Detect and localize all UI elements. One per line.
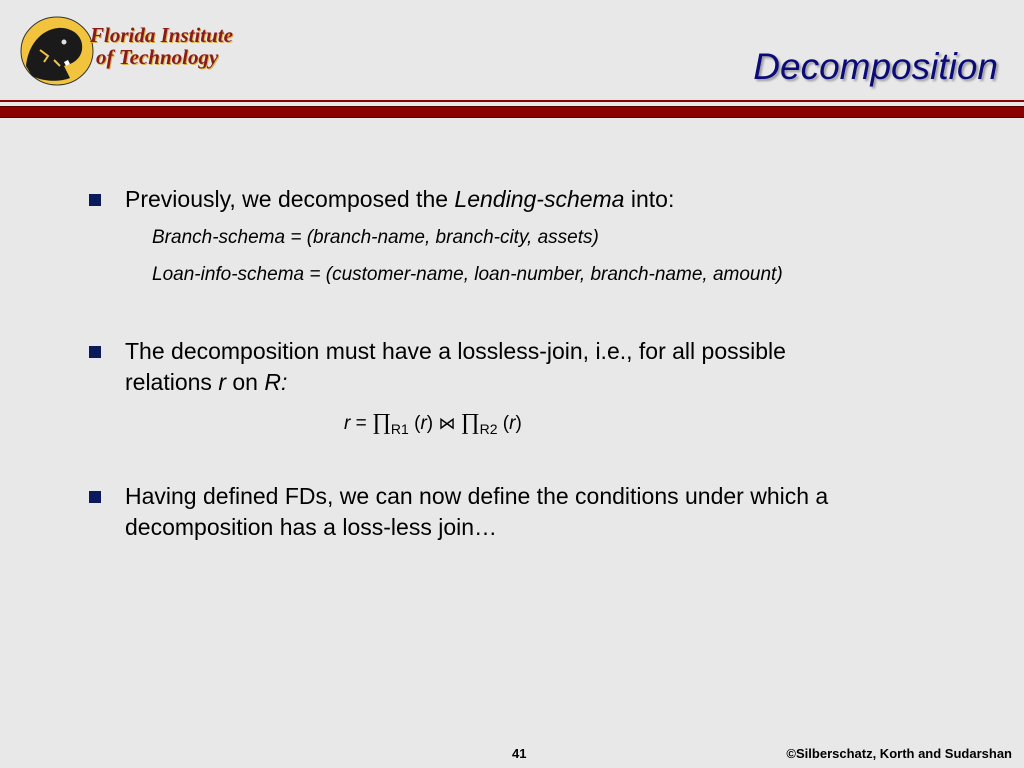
bullet-2-line-1: The decomposition must have a lossless-join, i.e., for all possible <box>125 338 786 364</box>
bullet-square-icon <box>89 491 101 503</box>
bullet-3-line-1: Having defined FDs, we can now define the conditions under which a <box>125 483 829 509</box>
bullet-square-icon <box>89 346 101 358</box>
schema-line-1: Branch-schema = (branch-name, branch-city, assets) <box>152 227 599 248</box>
projection-symbol: ∏ <box>460 409 480 434</box>
bullet-1-suffix: into: <box>624 186 675 212</box>
header-rule-thick <box>0 106 1024 118</box>
natural-join-icon: ⋈ <box>438 414 456 434</box>
bullet-1-prefix: Previously, we decomposed the <box>125 186 455 212</box>
lossless-join-formula <box>344 409 522 437</box>
bullet-2-r: r <box>218 369 226 395</box>
formula-paren: ) <box>515 413 522 434</box>
institution-logo <box>20 16 260 90</box>
formula-paren: ) <box>426 413 434 434</box>
bullet-square-icon <box>89 194 101 206</box>
formula-equals: = <box>350 413 372 434</box>
projection-symbol: ∏ <box>371 409 391 434</box>
formula-paren: ( <box>408 413 421 434</box>
logo-line-1: Florida Institute <box>90 23 233 47</box>
header-rule-thin <box>0 100 1024 102</box>
bullet-2-R: R: <box>264 369 288 395</box>
formula-arg1: r <box>420 413 427 434</box>
logo-line-2: of Technology <box>96 45 219 69</box>
schema-line-2: Loan-info-schema = (customer-name, loan-number, branch-name, amount) <box>152 264 783 285</box>
formula-lhs: r <box>344 413 351 434</box>
bullet-2-on: on <box>226 369 265 395</box>
page-number: 41 <box>512 746 527 761</box>
formula-sub-r2: R2 <box>479 420 498 437</box>
bullet-1-emphasis: Lending-schema <box>454 186 625 212</box>
copyright: ©Silberschatz, Korth and Sudarshan <box>786 746 1012 761</box>
bullet-2-line-2 <box>125 367 287 398</box>
panther-logo-icon <box>20 16 94 86</box>
bullet-1-text <box>125 184 674 215</box>
formula-paren: ( <box>497 413 510 434</box>
slide-title: Decomposition <box>753 46 998 87</box>
formula-sub-r1: R1 <box>390 420 409 437</box>
formula-arg2: r <box>509 413 516 434</box>
bullet-3-line-2: decomposition has a loss-less join… <box>125 514 498 540</box>
logo-wordmark <box>90 24 233 68</box>
bullet-2-relations: relations <box>125 369 219 395</box>
